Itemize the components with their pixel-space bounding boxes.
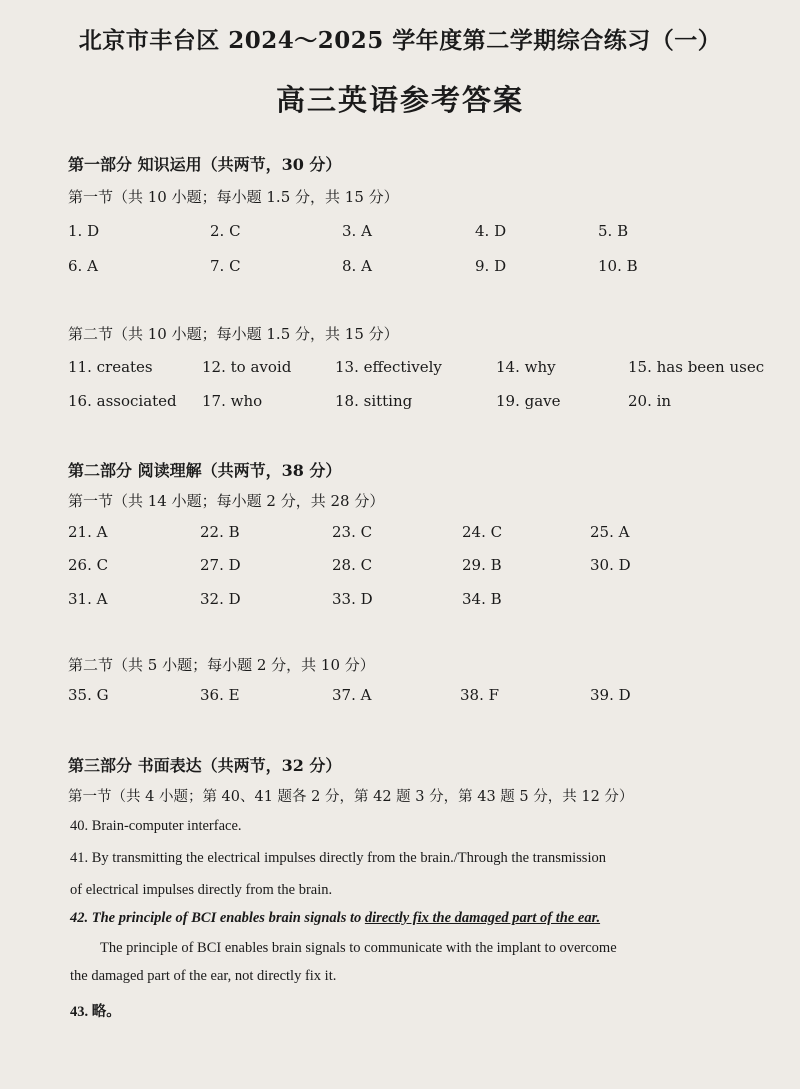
answer-item: 26. C [68,556,109,574]
answer-item: 20. in [628,392,672,410]
answer-row [0,257,800,281]
part1-heading: 第一部分 知识运用（共两节，30 分） [68,155,342,174]
part1-section2-heading: 第二节（共 10 小题；每小题 1.5 分，共 15 分） [68,325,399,343]
answer-42 [70,910,600,927]
answer-item: 14. why [496,358,556,376]
part2-heading: 第二部分 阅读理解（共两节，38 分） [68,461,342,480]
answer-item: 13. effectively [335,358,442,376]
answer-item: 10. B [598,257,638,275]
answer-row [0,686,800,710]
answer-item: 9. D [475,257,507,275]
answer-row [0,523,800,547]
document-title: 北京市丰台区 2024～2025 学年度第二学期综合练习（一） [78,27,722,54]
answer-item: 34. B [462,590,502,608]
answer-item: 33. D [332,590,373,608]
answer-item: 16. associated [68,392,177,410]
answer-item: 8. A [342,257,372,275]
answer-item: 19. gave [496,392,561,410]
part1-section1-heading: 第一节（共 10 小题；每小题 1.5 分，共 15 分） [68,188,399,206]
document-subtitle: 高三英语参考答案 [275,83,524,117]
answer-item: 27. D [200,556,241,574]
answer-item: 4. D [475,222,507,240]
part2-section1-heading: 第一节（共 14 小题；每小题 2 分，共 28 分） [68,492,385,510]
answer-item: 18. sitting [335,392,413,410]
answer-item: 11. creates [68,358,153,376]
answer-item: 3. A [342,222,372,240]
part3-heading: 第三部分 书面表达（共两节，32 分） [68,756,342,775]
answer-43: 43. 略。 [70,1004,121,1020]
answer-item: 24. C [462,523,503,541]
answer-item: 36. E [200,686,240,704]
answer-item: 35. G [68,686,109,704]
answer-42-line2: The principle of BCI enables brain signals to communicate with the implant to overcome [100,940,617,956]
answer-item: 38. F [460,686,500,704]
answer-item: 15. has been usec [628,358,765,376]
answer-item: 28. C [332,556,373,574]
answer-41-line1: 41. By transmitting the electrical impulses directly from the brain./Through the transmission [70,850,606,866]
answer-item: 21. A [68,523,108,541]
answer-row [0,556,800,580]
answer-item: 37. A [332,686,372,704]
answer-item: 1. D [68,222,100,240]
answer-row [0,392,800,416]
answer-item: 25. A [590,523,630,541]
answer-item: 22. B [200,523,240,541]
part2-section2-heading: 第二节（共 5 小题；每小题 2 分，共 10 分） [68,656,375,674]
answer-42-line3: the damaged part of the ear, not directly fix it. [70,968,337,984]
answer-40: 40. Brain-computer interface. [70,818,242,834]
answer-row [0,358,800,382]
part3-section1-heading: 第一节（共 4 小题；第 40、41 题各 2 分，第 42 题 3 分，第 43 题 5 分，共 12 分） [68,789,634,805]
answer-item: 32. D [200,590,241,608]
answer-42-prefix: 42. The principle of BCI enables brain signals to [70,910,365,926]
answer-row [0,222,800,246]
answer-item: 17. who [202,392,263,410]
answer-item: 30. D [590,556,631,574]
answer-41-line2: of electrical impulses directly from the brain. [70,882,333,898]
answer-42-underlined: directly fix the damaged part of the ear. [364,910,601,926]
answer-item: 31. A [68,590,108,608]
answer-item: 23. C [332,523,373,541]
answer-item: 6. A [68,257,98,275]
answer-item: 7. C [210,257,241,275]
answer-row [0,590,800,614]
answer-item: 12. to avoid [202,358,292,376]
answer-item: 2. C [210,222,241,240]
answer-item: 29. B [462,556,502,574]
answer-item: 5. B [598,222,629,240]
answer-item: 39. D [590,686,631,704]
